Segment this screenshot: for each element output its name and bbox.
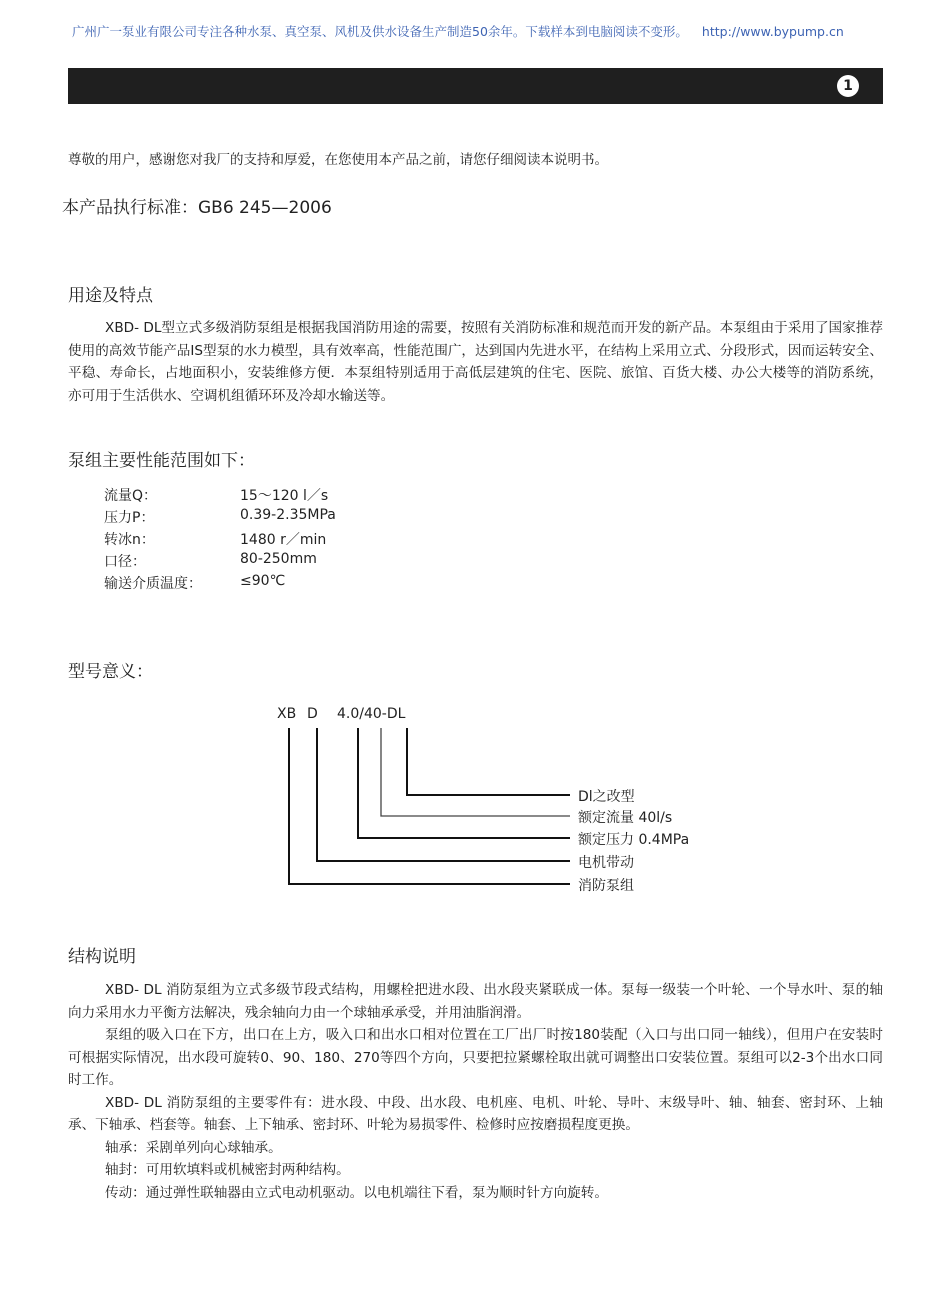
specs-heading: 泵组主要性能范围如下： [68,451,255,471]
structure-bearing: 轴承：采剧单列向心球轴承。 [105,1139,282,1156]
spec-value: 15～120 l／s [240,488,329,504]
spec-label: 压力P： [104,510,155,526]
structure-heading: 结构说明 [68,947,136,967]
usage-text: XBD- DL型立式多级消防泵组是根据我国消防用途的需要，按照有关消防标准和规范而开发的新产品。本泵组由于采用了国家推荐使用的高效节能产品IS型泵的水力模型，具有效率高，性能范围广，达到国内先进水平，在结构上采用立式、分段形式，因而运转安全、平稳、寿命长，占地面积小，安装维修方便．本泵组特别适用于高低层建筑的住宅、医院、旅馆、百货大楼、办公大楼等的消防系统，亦可用于生活供水、空调机组循环环及冷却水输送等。 [68,320,883,404]
spec-label: 输送介质温度： [104,576,202,592]
model-label-fire-pump: 消防泵组 [578,878,634,894]
page-number-badge: 1 [837,75,859,97]
spec-label: 口径： [104,554,146,570]
model-label-flow: 额定流量 40l/s [578,810,673,826]
spec-label: 转冰n： [104,532,155,548]
model-heading: 型号意义： [68,662,153,682]
model-code-rating: 4.0/40-DL [337,706,406,722]
model-label-motor: 电机带动 [578,855,634,871]
spec-value: 80-250mm [240,551,317,567]
leader-line-flow [381,728,570,816]
structure-paragraph-3: XBD- DL 消防泵组的主要零件有：进水段、中段、出水段、电机座、电机、叶轮、导叶、末级导叶、轴、轴套、密封环、上轴承、下轴承、档套等。轴套、上下轴承、密封环、叶轮为易损零件、检修时应按磨损程度更换。 [68,1094,883,1133]
model-label-pressure: 额定压力 0.4MPa [578,832,690,848]
structure-paragraph-2: 泵组的吸入口在下方，出口在上方，吸入口和出水口相对位置在工厂出厂时按180装配（入口与出口同一轴线），但用户在安装时可根据实际情况，出水段可旋转0、90、180、270等四个方向，只要把拉紧螺栓取出就可调整出口安装位置。泵组可以2-3个出水口同时工作。 [68,1027,883,1088]
spec-value: 0.39-2.35MPa [240,507,336,523]
spec-value: 1480 r／min [240,532,327,548]
leader-line-modified [407,728,570,795]
model-label-modified: Dl之改型 [578,789,635,805]
structure-drive: 传动：通过弹性联轴器由立式电动机驱动。以电机端往下看，泵为顺时针方向旋转。 [105,1184,608,1201]
structure-paragraphs [68,979,883,1204]
model-code-xb: XB [277,706,297,722]
structure-seal: 轴封：可用软填料或机械密封两种结构。 [105,1162,350,1178]
leader-line-pressure [358,728,570,838]
spec-value: ≤90℃ [240,573,286,589]
header-url-link[interactable]: http://www.bypump.cn [701,24,844,39]
usage-heading: 用途及特点 [68,286,153,306]
intro-text: 尊敬的用户，感谢您对我厂的支持和厚爱，在您使用本产品之前，请您仔细阅读本说明书。 [68,152,608,168]
standard-text: 本产品执行标准：GB6 245—2006 [62,198,332,218]
structure-paragraph-1: XBD- DL 消防泵组为立式多级节段式结构，用螺栓把进水段、出水段夹紧联成一体。泵每一级装一个叶轮、一个导水叶、泵的轴向力采用水力平衡方法解决，残余轴向力由一个球轴承承受，并用油脂润滑。 [68,982,883,1021]
model-code-d: D [307,706,318,722]
spec-label: 流量Q： [104,488,158,504]
header-notice-text: 广州广一泵业有限公司专注各种水泵、真空泵、风机及供水设备生产制造50余年。下载样本到电脑阅读不变形。 [72,24,688,39]
